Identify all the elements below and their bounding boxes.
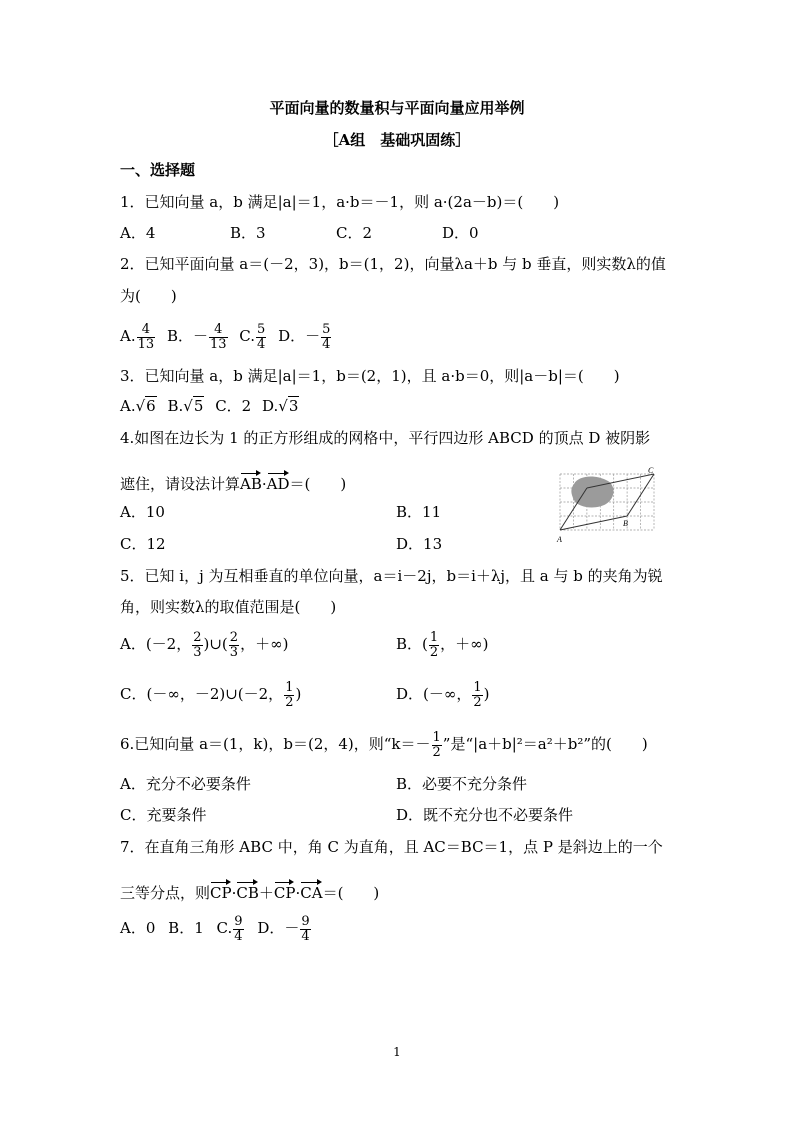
page-title: 平面向量的数量积与平面向量应用举例 — [269, 99, 525, 117]
q6-option-d: D．既不充分也不必要条件 — [396, 806, 574, 824]
q5-option-d: D．(－∞， $\frac{1}{2}$ ) — [396, 679, 490, 710]
q3-options — [120, 396, 299, 416]
q4-option-d: D．13 — [396, 535, 443, 553]
q7-option-b: B．1 — [168, 919, 204, 937]
group-label: ［A组 基础巩固练］ — [323, 131, 471, 149]
q2-option-d-letter: D．－ — [278, 327, 321, 345]
question-7-stem-line1: 7．在直角三角形 ABC 中，角 C 为直角，且 AC＝BC＝1，点 P 是斜边上的一个 — [120, 838, 663, 856]
q5-option-a: A．(－2， $\frac{2}{3}$ )∪( $\frac{2}{3}$ ，＋∞) — [120, 629, 289, 660]
q5-option-b: B．( $\frac{1}{2}$ ，＋∞) — [396, 629, 489, 660]
q3-option-d-sqrt: √3 — [278, 397, 299, 415]
vector-ca: CA — [300, 879, 322, 903]
q2-option-d-fraction: $\frac{5}{4}$ — [322, 321, 331, 352]
q7-option-c-fraction: $\frac{9}{4}$ — [234, 913, 243, 944]
q3-option-a-letter: A. — [120, 397, 136, 415]
vector-cb: CB — [236, 879, 259, 903]
q3-option-a-sqrt: √6 — [135, 397, 156, 415]
q7-option-a: A．0 — [120, 919, 156, 937]
label-c: C — [648, 466, 654, 475]
q3-option-c: C．2 — [215, 397, 252, 415]
question-7-stem-line2: 三等分点，则CP·CB＋CP·CA＝( ) — [120, 879, 379, 903]
question-5-stem-line2: 角，则实数λ的取值范围是( ) — [120, 598, 337, 616]
q2-option-c-fraction: $\frac{5}{4}$ — [257, 321, 266, 352]
vector-cp-2: CP — [274, 879, 296, 903]
label-b: B — [623, 519, 628, 528]
question-4-stem-line1: 4.如图在边长为 1 的正方形组成的网格中，平行四边形 ABCD 的顶点 D 被阴影 — [120, 429, 651, 447]
label-a: A — [557, 535, 562, 544]
q2-option-a-letter: A. — [120, 327, 136, 345]
q7-options — [120, 910, 312, 946]
q3-option-b-sqrt: √5 — [183, 397, 204, 415]
q1-option-a: A．4 — [120, 224, 156, 242]
q7-option-d-fraction: $\frac{9}{4}$ — [301, 913, 310, 944]
q7-option-d-letter: D．－ — [257, 919, 300, 937]
q4-option-b: B．11 — [396, 503, 442, 521]
q6-option-b: B．必要不充分条件 — [396, 775, 528, 793]
q4-option-a: A．10 — [120, 503, 165, 521]
question-4-stem-line2: 遮住，请设法计算AB·AD＝( ) — [120, 470, 346, 494]
q2-option-c-letter: C. — [239, 327, 256, 345]
vector-ab: AB — [240, 470, 262, 494]
page-number: 1 — [393, 1045, 401, 1059]
vector-cp: CP — [210, 879, 232, 903]
q6-option-a: A．充分不必要条件 — [120, 775, 251, 793]
q4-option-c: C．12 — [120, 535, 166, 553]
grid-parallelogram-figure — [556, 464, 660, 546]
vector-ad: AD — [267, 470, 290, 494]
question-2-stem-line1: 2．已知平面向量 a＝(－2，3)，b＝(1，2)，向量λa＋b 与 b 垂直，则实数λ的值 — [120, 255, 666, 273]
q5-option-c: C．(－∞，－2)∪(－2， $\frac{1}{2}$ ) — [120, 679, 302, 710]
q2-option-b-letter: B．－ — [166, 327, 208, 345]
q3-option-b-letter: B. — [167, 397, 184, 415]
question-2-stem-line2: 为( ) — [120, 287, 177, 305]
question-6-stem: 6.已知向量 a＝(1，k)，b＝(2，4)，则“k＝－ $\frac{1}{2}$ ”是“|a＋b|²＝a²＋b²”的( ) — [120, 729, 648, 760]
q1-option-c: C．2 — [336, 224, 373, 242]
section-heading: 一、选择题 — [120, 161, 196, 179]
question-1-stem: 1．已知向量 a，b 满足|a|＝1，a·b＝－1，则 a·(2a－b)＝( ) — [120, 193, 560, 211]
question-3-stem: 3．已知向量 a，b 满足|a|＝1，b＝(2，1)，且 a·b＝0，则|a－b|＝( ) — [120, 367, 620, 385]
question-5-stem-line1: 5．已知 i，j 为互相垂直的单位向量，a＝i－2j，b＝i＋λj，且 a 与 b 的夹角为锐 — [120, 567, 663, 585]
q2-options — [120, 318, 332, 354]
q3-option-d-letter: D. — [262, 397, 279, 415]
q2-option-b-fraction: $\frac{4}{13}$ — [209, 321, 227, 352]
q7-option-c-letter: C. — [216, 919, 233, 937]
q1-option-d: D．0 — [442, 224, 479, 242]
q2-option-a-fraction: $\frac{4}{13}$ — [137, 321, 155, 352]
q6-option-c: C．充要条件 — [120, 806, 207, 824]
q1-option-b: B．3 — [230, 224, 266, 242]
